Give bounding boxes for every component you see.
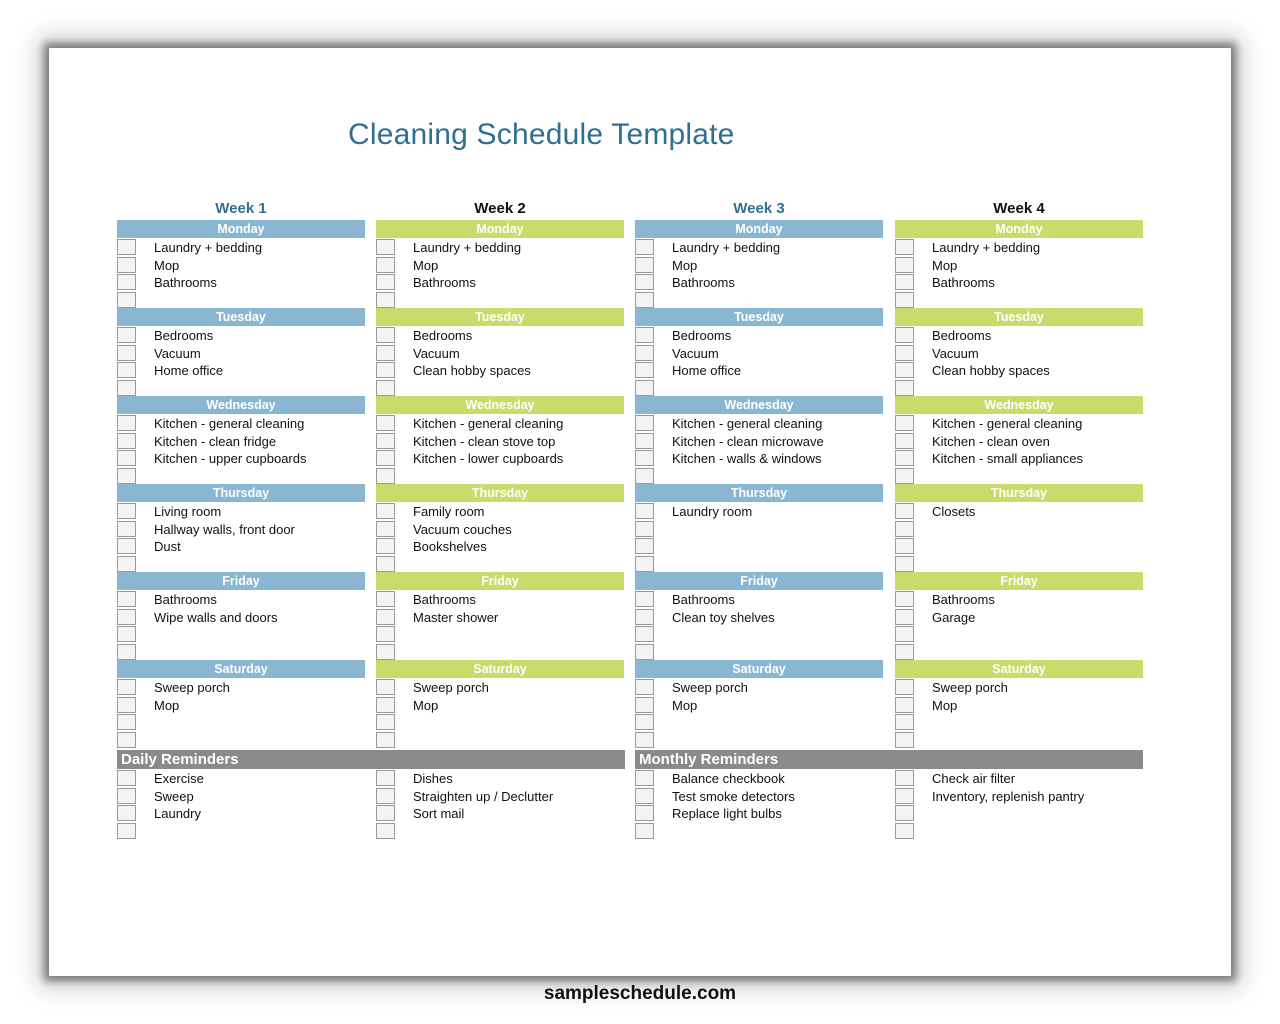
reminder-checkbox[interactable] bbox=[117, 770, 136, 786]
task-checkbox[interactable] bbox=[376, 521, 395, 537]
reminder-checkbox[interactable] bbox=[117, 788, 136, 804]
task-checkbox[interactable] bbox=[376, 556, 395, 572]
task-label: Kitchen - clean oven bbox=[932, 433, 1050, 449]
task-label: Kitchen - clean stove top bbox=[413, 433, 556, 449]
reminder-checkbox[interactable] bbox=[895, 788, 914, 804]
task-label: Mop bbox=[413, 697, 439, 713]
task-checkbox[interactable] bbox=[895, 274, 914, 290]
reminder-checkbox[interactable] bbox=[376, 770, 395, 786]
task-label: Clean hobby spaces bbox=[413, 363, 531, 378]
task-label: Dust bbox=[154, 539, 181, 554]
task-checkbox[interactable] bbox=[376, 503, 395, 519]
task-label: Vacuum bbox=[932, 345, 979, 361]
reminder-checkbox[interactable] bbox=[376, 805, 395, 821]
task-checkbox[interactable] bbox=[635, 345, 654, 361]
task-checkbox[interactable] bbox=[635, 644, 654, 660]
task-checkbox[interactable] bbox=[895, 362, 914, 378]
task-checkbox[interactable] bbox=[117, 292, 136, 308]
day-header-tuesday: Tuesday bbox=[117, 308, 365, 326]
day-header-thursday: Thursday bbox=[895, 484, 1143, 502]
task-label: Mop bbox=[154, 697, 180, 713]
task-checkbox[interactable] bbox=[635, 679, 654, 695]
task-checkbox[interactable] bbox=[117, 714, 136, 730]
day-header-monday: Monday bbox=[117, 220, 365, 238]
reminder-checkbox[interactable] bbox=[376, 823, 395, 839]
reminder-checkbox[interactable] bbox=[635, 788, 654, 804]
task-checkbox[interactable] bbox=[376, 538, 395, 554]
task-label: Clean hobby spaces bbox=[932, 363, 1050, 378]
task-checkbox[interactable] bbox=[635, 274, 654, 290]
task-checkbox[interactable] bbox=[895, 556, 914, 572]
task-checkbox[interactable] bbox=[117, 380, 136, 396]
day-header-monday: Monday bbox=[376, 220, 624, 238]
task-checkbox[interactable] bbox=[117, 415, 136, 431]
week-title: Week 3 bbox=[733, 200, 785, 217]
task-checkbox[interactable] bbox=[895, 327, 914, 343]
reminder-label: Inventory, replenish pantry bbox=[932, 788, 1085, 804]
task-label: Kitchen - small appliances bbox=[932, 451, 1084, 466]
task-checkbox[interactable] bbox=[117, 239, 136, 255]
day-header-wednesday: Wednesday bbox=[117, 396, 365, 414]
task-label: Bathrooms bbox=[932, 275, 995, 290]
task-checkbox[interactable] bbox=[376, 415, 395, 431]
task-label: Garage bbox=[932, 609, 976, 625]
day-header-friday: Friday bbox=[895, 572, 1143, 590]
task-checkbox[interactable] bbox=[635, 292, 654, 308]
task-label: Bedrooms bbox=[932, 328, 992, 343]
reminder-label: Laundry bbox=[154, 806, 201, 821]
task-checkbox[interactable] bbox=[376, 380, 395, 396]
reminder-label: Check air filter bbox=[932, 771, 1016, 786]
reminder-label: Balance checkbook bbox=[672, 771, 785, 786]
task-checkbox[interactable] bbox=[895, 538, 914, 554]
task-checkbox[interactable] bbox=[895, 239, 914, 255]
task-checkbox[interactable] bbox=[895, 714, 914, 730]
task-label: Bedrooms bbox=[413, 328, 473, 343]
task-checkbox[interactable] bbox=[117, 468, 136, 484]
day-header-friday: Friday bbox=[117, 572, 365, 590]
task-label: Sweep porch bbox=[672, 680, 748, 695]
task-checkbox[interactable] bbox=[635, 380, 654, 396]
task-label: Family room bbox=[413, 504, 485, 519]
task-label: Kitchen - walls & windows bbox=[672, 451, 822, 466]
page-title: Cleaning Schedule Template bbox=[348, 118, 735, 151]
task-label: Kitchen - general cleaning bbox=[413, 416, 564, 431]
task-label: Bathrooms bbox=[932, 592, 995, 607]
task-checkbox[interactable] bbox=[117, 538, 136, 554]
task-checkbox[interactable] bbox=[117, 644, 136, 660]
day-header-wednesday: Wednesday bbox=[376, 396, 624, 414]
day-header-tuesday: Tuesday bbox=[376, 308, 624, 326]
task-checkbox[interactable] bbox=[895, 732, 914, 748]
day-header-saturday: Saturday bbox=[895, 660, 1143, 678]
task-checkbox[interactable] bbox=[895, 609, 914, 625]
task-checkbox[interactable] bbox=[376, 257, 395, 273]
task-checkbox[interactable] bbox=[895, 644, 914, 660]
task-label: Mop bbox=[154, 257, 180, 273]
task-label: Kitchen - general cleaning bbox=[154, 416, 305, 431]
task-checkbox[interactable] bbox=[376, 362, 395, 378]
task-checkbox[interactable] bbox=[635, 468, 654, 484]
task-checkbox[interactable] bbox=[117, 556, 136, 572]
day-header-monday: Monday bbox=[895, 220, 1143, 238]
reminder-label: Test smoke detectors bbox=[672, 788, 795, 804]
reminder-checkbox[interactable] bbox=[895, 823, 914, 839]
task-label: Living room bbox=[154, 504, 222, 519]
task-checkbox[interactable] bbox=[635, 626, 654, 642]
reminder-label: Sweep bbox=[154, 788, 194, 804]
reminder-checkbox[interactable] bbox=[117, 805, 136, 821]
reminder-checkbox[interactable] bbox=[376, 788, 395, 804]
task-checkbox[interactable] bbox=[376, 697, 395, 713]
task-checkbox[interactable] bbox=[895, 257, 914, 273]
reminder-label: Sort mail bbox=[413, 806, 465, 821]
task-checkbox[interactable] bbox=[895, 292, 914, 308]
task-checkbox[interactable] bbox=[117, 433, 136, 449]
week-title: Week 4 bbox=[993, 200, 1045, 217]
task-checkbox[interactable] bbox=[895, 679, 914, 695]
task-checkbox[interactable] bbox=[117, 274, 136, 290]
task-checkbox[interactable] bbox=[635, 503, 654, 519]
task-checkbox[interactable] bbox=[376, 239, 395, 255]
task-label: Vacuum bbox=[154, 345, 201, 361]
task-checkbox[interactable] bbox=[635, 714, 654, 730]
task-checkbox[interactable] bbox=[635, 538, 654, 554]
reminder-label: Straighten up / Declutter bbox=[413, 788, 554, 804]
task-checkbox[interactable] bbox=[376, 732, 395, 748]
task-checkbox[interactable] bbox=[376, 450, 395, 466]
task-checkbox[interactable] bbox=[895, 380, 914, 396]
day-header-friday: Friday bbox=[376, 572, 624, 590]
task-checkbox[interactable] bbox=[635, 609, 654, 625]
task-checkbox[interactable] bbox=[635, 591, 654, 607]
task-label: Hallway walls, front door bbox=[154, 521, 295, 537]
task-label: Kitchen - upper cupboards bbox=[154, 451, 307, 466]
task-label: Mop bbox=[672, 697, 698, 713]
task-checkbox[interactable] bbox=[895, 591, 914, 607]
task-label: Sweep porch bbox=[932, 680, 1008, 695]
task-label: Bathrooms bbox=[413, 275, 476, 290]
monthly-reminders-header: Monthly Reminders bbox=[635, 750, 1143, 769]
task-checkbox[interactable] bbox=[376, 433, 395, 449]
reminder-label: Exercise bbox=[154, 771, 204, 786]
task-checkbox[interactable] bbox=[376, 609, 395, 625]
week-title: Week 1 bbox=[215, 200, 267, 217]
task-checkbox[interactable] bbox=[895, 697, 914, 713]
task-label: Wipe walls and doors bbox=[154, 609, 278, 625]
task-label: Kitchen - general cleaning bbox=[932, 416, 1083, 431]
day-header-tuesday: Tuesday bbox=[895, 308, 1143, 326]
task-checkbox[interactable] bbox=[376, 274, 395, 290]
reminder-checkbox[interactable] bbox=[635, 805, 654, 821]
task-label: Clean toy shelves bbox=[672, 609, 775, 625]
task-checkbox[interactable] bbox=[635, 697, 654, 713]
task-label: Home office bbox=[672, 363, 742, 378]
reminder-checkbox[interactable] bbox=[117, 823, 136, 839]
task-checkbox[interactable] bbox=[376, 679, 395, 695]
day-header-thursday: Thursday bbox=[635, 484, 883, 502]
reminder-checkbox[interactable] bbox=[895, 805, 914, 821]
task-checkbox[interactable] bbox=[635, 362, 654, 378]
task-checkbox[interactable] bbox=[117, 257, 136, 273]
task-label: Sweep porch bbox=[413, 680, 489, 695]
reminder-checkbox[interactable] bbox=[895, 770, 914, 786]
task-label: Laundry + bedding bbox=[154, 240, 263, 255]
task-checkbox[interactable] bbox=[895, 433, 914, 449]
task-checkbox[interactable] bbox=[895, 521, 914, 537]
task-label: Kitchen - lower cupboards bbox=[413, 451, 564, 466]
task-checkbox[interactable] bbox=[376, 345, 395, 361]
task-checkbox[interactable] bbox=[895, 468, 914, 484]
task-checkbox[interactable] bbox=[376, 468, 395, 484]
task-label: Mop bbox=[413, 257, 439, 273]
task-checkbox[interactable] bbox=[635, 415, 654, 431]
task-checkbox[interactable] bbox=[376, 626, 395, 642]
task-label: Mop bbox=[672, 257, 698, 273]
task-checkbox[interactable] bbox=[895, 345, 914, 361]
task-checkbox[interactable] bbox=[635, 257, 654, 273]
task-checkbox[interactable] bbox=[117, 609, 136, 625]
reminder-checkbox[interactable] bbox=[635, 823, 654, 839]
task-label: Bookshelves bbox=[413, 539, 487, 554]
day-header-thursday: Thursday bbox=[376, 484, 624, 502]
task-checkbox[interactable] bbox=[895, 503, 914, 519]
task-checkbox[interactable] bbox=[635, 521, 654, 537]
day-header-monday: Monday bbox=[635, 220, 883, 238]
task-checkbox[interactable] bbox=[117, 345, 136, 361]
task-label: Kitchen - clean fridge bbox=[154, 433, 277, 449]
task-checkbox[interactable] bbox=[376, 714, 395, 730]
task-checkbox[interactable] bbox=[117, 362, 136, 378]
task-checkbox[interactable] bbox=[117, 450, 136, 466]
task-label: Bathrooms bbox=[672, 275, 735, 290]
task-label: Home office bbox=[154, 363, 224, 378]
reminder-label: Replace light bulbs bbox=[672, 806, 782, 821]
task-checkbox[interactable] bbox=[117, 327, 136, 343]
task-checkbox[interactable] bbox=[117, 626, 136, 642]
task-checkbox[interactable] bbox=[117, 503, 136, 519]
task-checkbox[interactable] bbox=[635, 450, 654, 466]
task-label: Master shower bbox=[413, 609, 499, 625]
task-label: Laundry room bbox=[672, 504, 753, 519]
task-label: Mop bbox=[932, 697, 958, 713]
day-header-friday: Friday bbox=[635, 572, 883, 590]
task-label: Sweep porch bbox=[154, 680, 230, 695]
day-header-saturday: Saturday bbox=[117, 660, 365, 678]
task-label: Bathrooms bbox=[672, 592, 735, 607]
task-checkbox[interactable] bbox=[635, 732, 654, 748]
task-label: Bedrooms bbox=[154, 328, 214, 343]
task-checkbox[interactable] bbox=[895, 626, 914, 642]
day-header-wednesday: Wednesday bbox=[895, 396, 1143, 414]
task-label: Vacuum bbox=[413, 345, 460, 361]
task-label: Bathrooms bbox=[413, 592, 476, 607]
task-checkbox[interactable] bbox=[117, 679, 136, 695]
daily-reminders-header: Daily Reminders bbox=[117, 750, 625, 769]
task-checkbox[interactable] bbox=[117, 521, 136, 537]
task-checkbox[interactable] bbox=[635, 433, 654, 449]
day-header-thursday: Thursday bbox=[117, 484, 365, 502]
task-checkbox[interactable] bbox=[376, 591, 395, 607]
task-label: Vacuum couches bbox=[413, 521, 512, 537]
task-label: Kitchen - general cleaning bbox=[672, 416, 823, 431]
task-checkbox[interactable] bbox=[117, 697, 136, 713]
task-label: Mop bbox=[932, 257, 958, 273]
task-checkbox[interactable] bbox=[635, 239, 654, 255]
task-label: Laundry + bedding bbox=[672, 240, 781, 255]
task-checkbox[interactable] bbox=[635, 327, 654, 343]
day-header-saturday: Saturday bbox=[376, 660, 624, 678]
task-label: Bathrooms bbox=[154, 592, 217, 607]
task-checkbox[interactable] bbox=[895, 450, 914, 466]
task-checkbox[interactable] bbox=[117, 732, 136, 748]
footer-watermark: sampleschedule.com bbox=[543, 983, 737, 1004]
task-label: Vacuum bbox=[672, 345, 719, 361]
reminder-checkbox[interactable] bbox=[635, 770, 654, 786]
day-header-tuesday: Tuesday bbox=[635, 308, 883, 326]
task-checkbox[interactable] bbox=[376, 292, 395, 308]
task-checkbox[interactable] bbox=[117, 591, 136, 607]
task-label: Kitchen - clean microwave bbox=[672, 433, 824, 449]
task-label: Bathrooms bbox=[154, 275, 217, 290]
task-checkbox[interactable] bbox=[376, 644, 395, 660]
task-checkbox[interactable] bbox=[635, 556, 654, 572]
week-title: Week 2 bbox=[474, 200, 526, 217]
task-checkbox[interactable] bbox=[895, 415, 914, 431]
day-header-wednesday: Wednesday bbox=[635, 396, 883, 414]
task-label: Laundry + bedding bbox=[413, 240, 522, 255]
task-label: Bedrooms bbox=[672, 328, 732, 343]
task-label: Closets bbox=[932, 504, 976, 519]
reminder-label: Dishes bbox=[413, 771, 453, 786]
task-label: Laundry + bedding bbox=[932, 240, 1041, 255]
task-checkbox[interactable] bbox=[376, 327, 395, 343]
day-header-saturday: Saturday bbox=[635, 660, 883, 678]
